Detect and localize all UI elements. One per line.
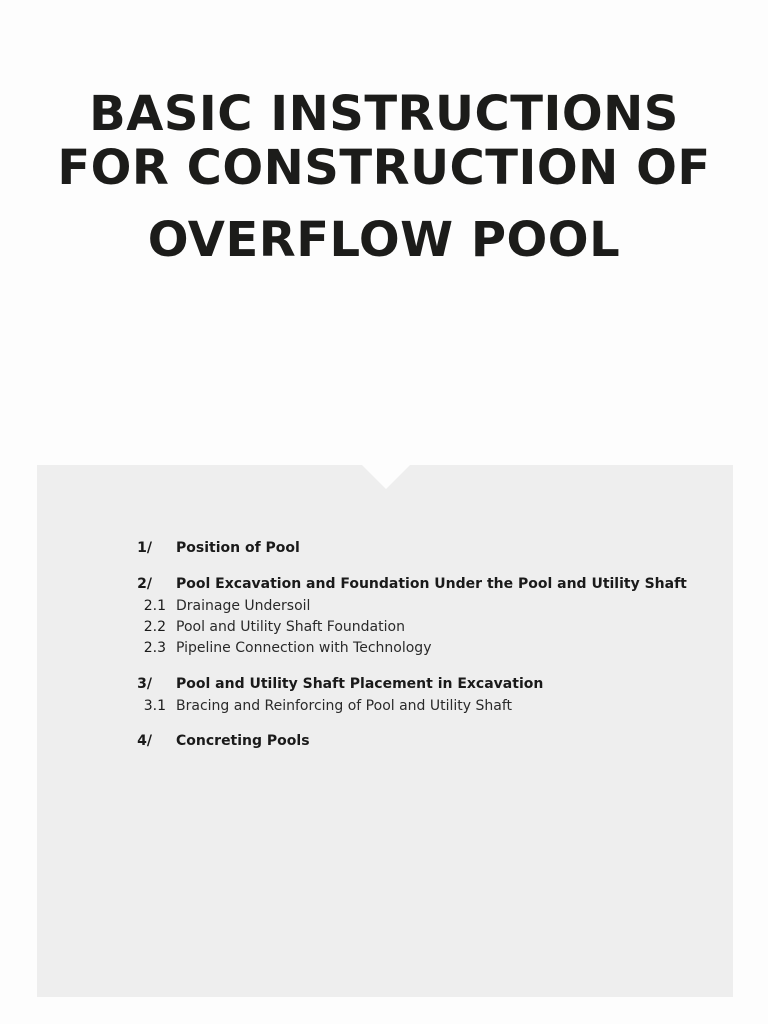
document-title <box>0 86 768 268</box>
toc-section-title: Position of Pool <box>176 540 300 556</box>
title-line-3: OVERFLOW POOL <box>147 212 621 268</box>
toc-subsection-3-1[interactable] <box>0 696 768 716</box>
toc-subsection-title: Drainage Undersoil <box>176 598 311 614</box>
toc-section-number: 3/ <box>137 676 152 692</box>
toc-subsection-number: 2.3 <box>143 640 166 656</box>
toc-section-number: 1/ <box>137 540 152 556</box>
toc-subsection-number: 2.2 <box>143 619 166 635</box>
toc-subsection-title: Bracing and Reinforcing of Pool and Utility Shaft <box>176 698 513 714</box>
toc-section-1[interactable] <box>0 538 768 558</box>
toc-section-4[interactable] <box>0 731 768 751</box>
toc-section-3[interactable] <box>0 674 768 694</box>
toc-section-number: 4/ <box>137 733 152 749</box>
toc-section-title: Pool Excavation and Foundation Under the Pool and Utility Shaft <box>176 576 687 592</box>
toc-subsection-number: 2.1 <box>143 598 166 614</box>
toc-subsection-title: Pipeline Connection with Technology <box>176 640 432 656</box>
toc-subsection-title: Pool and Utility Shaft Foundation <box>176 619 405 635</box>
toc-subsection-number: 3.1 <box>143 698 166 714</box>
toc-section-number: 2/ <box>137 576 152 592</box>
toc-section-2[interactable] <box>0 574 768 594</box>
toc-panel-notch <box>361 464 411 489</box>
title-line-2: FOR CONSTRUCTION OF <box>57 140 711 196</box>
toc-subsection-2-1[interactable] <box>0 596 768 616</box>
toc-subsection-2-2[interactable] <box>0 617 768 637</box>
toc-subsection-2-3[interactable] <box>0 638 768 658</box>
toc-section-title: Concreting Pools <box>176 733 310 749</box>
title-line-1: BASIC INSTRUCTIONS <box>89 86 679 142</box>
toc-section-title: Pool and Utility Shaft Placement in Excavation <box>176 676 544 692</box>
